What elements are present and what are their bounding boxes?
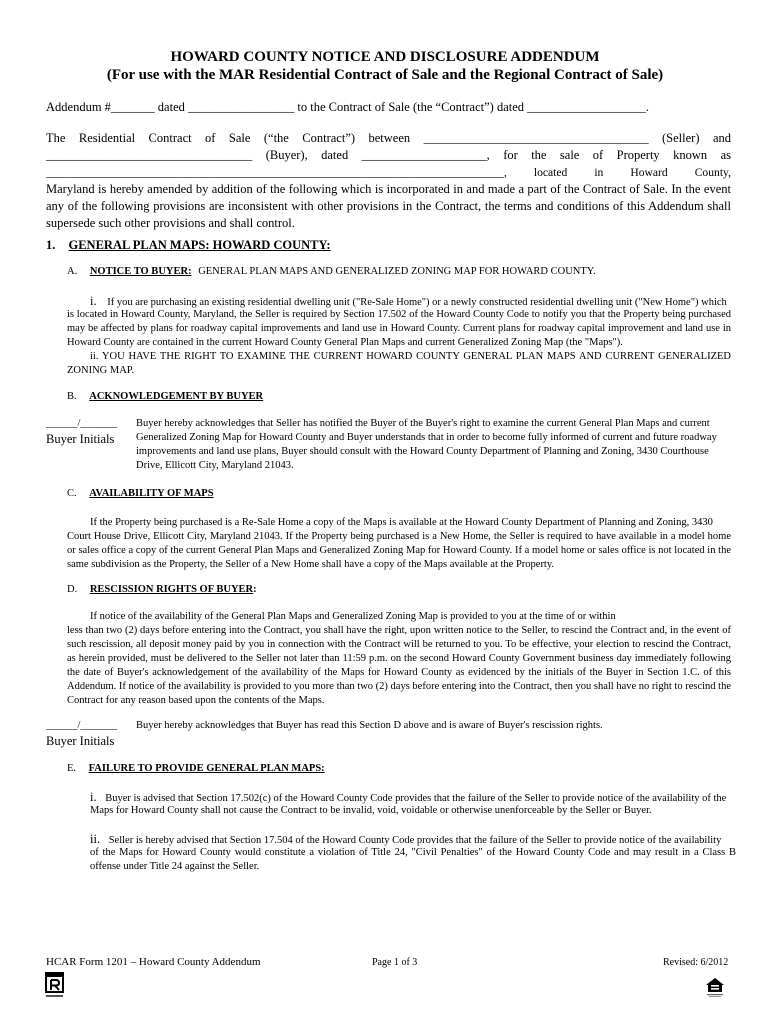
section-a-item-ii: ii. YOU HAVE THE RIGHT TO EXAMINE THE CURRENT HOWARD COUNTY GENERAL PLAN MAPS AND CURRENT GENERALIZED ZONING MAP.	[67, 351, 731, 376]
section-a-title: NOTICE TO BUYER:	[89, 266, 192, 277]
section-d-heading	[67, 583, 257, 597]
section-e-ii-rest: of the Maps for Howard County would constitute a violation of Title 24, "Civil Penalties" of the Howard County Code and may result in a Class B offense under Title 24 against the Seller.	[90, 847, 736, 872]
section-c-text-first: If the Property being purchased is a Re-Sale Home a copy of the Maps is available at the Howard County Department of Planning and Zoning, 3430	[90, 517, 713, 528]
section-b-text: Buyer hereby acknowledges that Seller has notified the Buyer of the Buyer's right to examine the current General Plan Maps and current Generalized Zoning Map for Howard County and Buyer understands that in order to become fully informed of current and future roadway improvements and land use plans, Buyer should consult with the Howard County Department of Planning and Zoning, 3430 Courthouse Drive, Ellicott City, Maryland 21043.	[136, 418, 717, 471]
footer-page-number: Page 1 of 3	[372, 957, 418, 968]
section-a-title-rest: GENERAL PLAN MAPS AND GENERALIZED ZONING MAP FOR HOWARD COUNTY.	[198, 266, 596, 277]
section-d-text-rest: less than two (2) days before entering into the Contract, you shall have the right, upon written notice to the Seller, to rescind the Contract and, in the event of such rescission, all deposit money paid by you in connection with the Contract will be returned to you. To be effective, your election to rescind the Contract, as herein provided, must be delivered to the Seller not later than 11:59 p.m. on the second Howard County Government business day immediately following the date of Buyer's acknowledgement of the availability of the Maps for Howard County as evidenced by the initials of the Buyer in Section 1.C. of this Addendum. If notice of the availability is provided to you more than two (2) days before entering into the Contract, then you shall have no right to rescind the Contract for any reason based upon the contents of the Maps.	[67, 625, 731, 706]
buyer-initials-field-d[interactable]: ______/_______	[46, 720, 118, 731]
section-d-acknowledgement: Buyer hereby acknowledges that Buyer has read this Section D above and is aware of Buyer's rescission rights.	[136, 720, 603, 731]
section-c-letter: C.	[67, 488, 77, 499]
parties-line-3: _______________________________________________________________________________, located in Howard County,	[46, 166, 731, 179]
section-c-heading	[67, 487, 214, 501]
section-a-i-number: i.	[90, 294, 97, 308]
buyer-initials-label-d: Buyer Initials	[46, 734, 115, 748]
section-c-title: AVAILABILITY OF MAPS	[89, 488, 214, 499]
realtor-logo-icon	[44, 972, 68, 1000]
section-e-ii-number: ii.	[90, 832, 101, 846]
section-1-heading	[46, 237, 331, 254]
section-e-heading	[67, 762, 325, 776]
section-d-title: RESCISSION RIGHTS OF BUYER	[89, 584, 254, 595]
page-title: HOWARD COUNTY NOTICE AND DISCLOSURE ADDENDUM	[170, 49, 600, 65]
section-e-ii-first: Seller is hereby advised that Section 17.504 of the Howard County Code provides that the failure of the Seller to provide notice of the availability	[108, 835, 722, 846]
section-b-letter: B.	[67, 391, 77, 402]
section-e-letter: E.	[67, 763, 77, 774]
parties-line-1: The Residential Contract of Sale (“the Contract”) between ____________________________________ (Seller) and	[46, 131, 731, 145]
section-d-letter: D.	[67, 584, 78, 595]
section-d-colon: :	[253, 584, 257, 595]
addendum-line: Addendum #_______ dated _________________ to the Contract of Sale (the “Contract”) dated ___________________.	[46, 100, 650, 114]
page-subtitle: (For use with the MAR Residential Contract of Sale and the Regional Contract of Sale)	[106, 67, 664, 83]
section-a-letter: A.	[67, 266, 78, 277]
section-e-i-number: i.	[90, 790, 97, 804]
footer-form-name: HCAR Form 1201 – Howard County Addendum	[46, 956, 261, 968]
section-a-heading	[67, 265, 747, 279]
buyer-initials-label-b: Buyer Initials	[46, 432, 115, 446]
section-1-title: GENERAL PLAN MAPS: HOWARD COUNTY:	[68, 238, 331, 252]
section-b-heading	[67, 390, 263, 404]
parties-line-2: _________________________________ (Buyer), dated ____________________, for the sale of Property known as	[46, 148, 731, 162]
parties-paragraph: Maryland is hereby amended by addition of the following which is incorporated in and made a part of the Contract of Sale. In the event any of the following provisions are inconsistent with other provisions in the Contract, the terms and conditions of this Addendum shall supersede such other provisions and shall control.	[46, 182, 731, 230]
section-e-i-first: Buyer is advised that Section 17.502(c) of the Howard County Code provides that the failure of the Seller to provide notice of the availability of the	[105, 793, 727, 804]
section-a-i-rest: is located in Howard County, Maryland, the Seller is required by Section 17.502 of the Howard County Code to notify you that the Property being purchased may be affected by plans for roadway capital improvements and land use in Howard County. Current plans for roadway capital improvement and land use in Howard County are contained in the current Howard County General Plan Maps and current Generalized Zoning Map (the "Maps").	[67, 309, 731, 348]
section-1-number: 1.	[46, 238, 56, 252]
section-c-text-rest: Court House Drive, Ellicott City, Maryland 21043. If the Property being purchased is a New Home, the Seller is required to have available in a model home or sales office a copy of the current General Plan Maps and Generalized Zoning Map for Howard County. If a model home or sales office is not located in the same subdivision as the Property, the Seller of a New Home shall have a copy of the Maps available at the Property.	[67, 531, 731, 570]
section-e-title: FAILURE TO PROVIDE GENERAL PLAN MAPS:	[88, 763, 325, 774]
section-a-i-first: If you are purchasing an existing residential dwelling unit ("Re-Sale Home") or a newly constructed residential dwelling unit ("New Home") which	[107, 297, 727, 308]
equal-housing-opportunity-icon	[704, 976, 726, 998]
section-e-i-rest: Maps for Howard County shall not cause the Contract to be invalid, void, voidable or otherwise unenforceable by the Seller or Buyer.	[90, 805, 652, 816]
footer-revised: Revised: 6/2012	[663, 957, 729, 968]
section-d-text-first: If notice of the availability of the General Plan Maps and Generalized Zoning Map is provided to you at the time of or within	[90, 611, 616, 622]
section-b-title: ACKNOWLEDGEMENT BY BUYER	[89, 391, 264, 402]
buyer-initials-field-b[interactable]: ______/_______	[46, 418, 118, 429]
